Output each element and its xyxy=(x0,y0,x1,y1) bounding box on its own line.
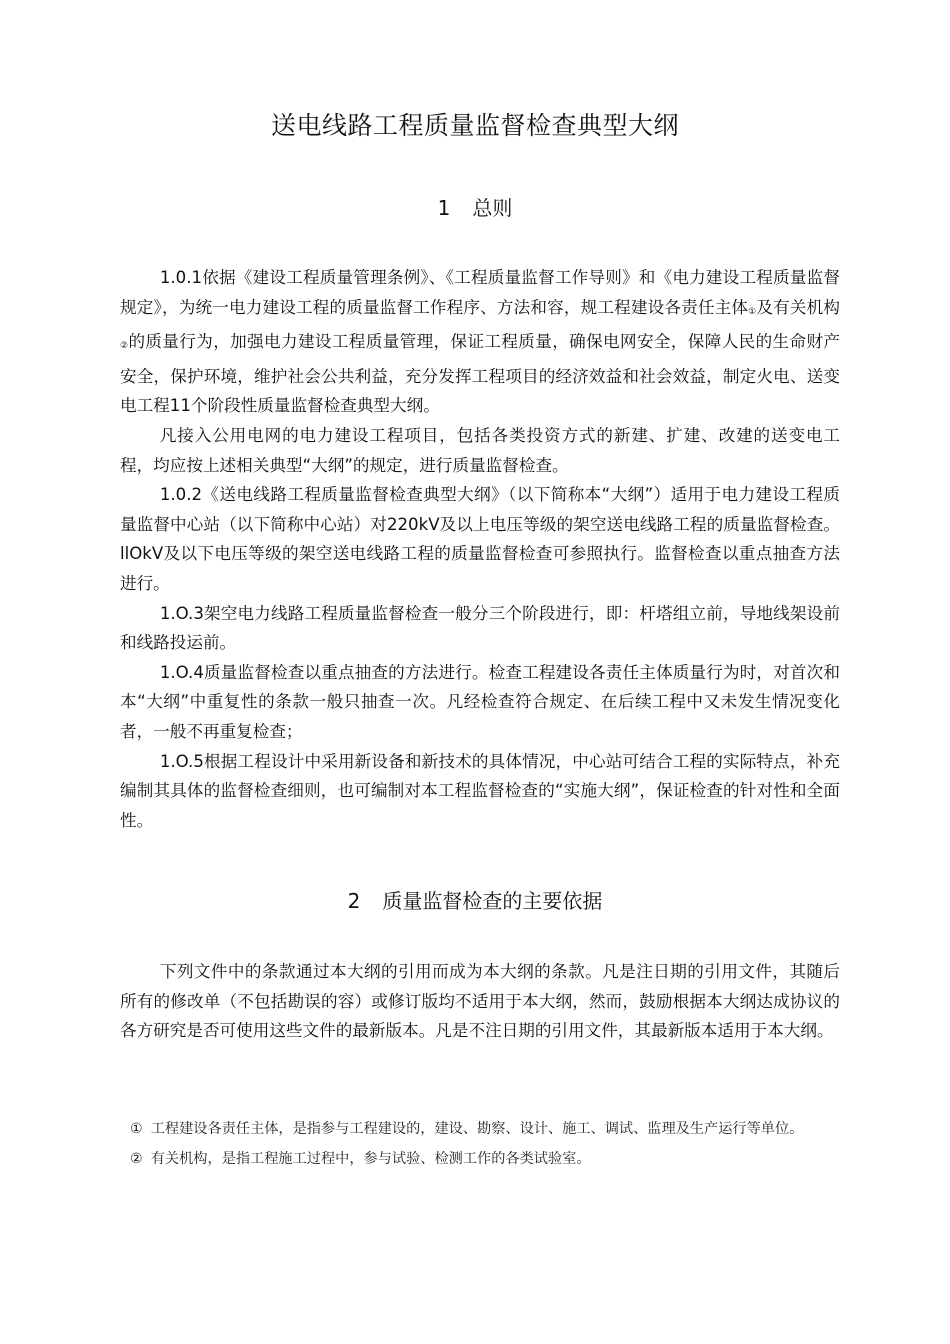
section-body-2 xyxy=(120,957,840,1046)
section-number: 2 xyxy=(347,889,361,913)
paragraph-1-0-1 xyxy=(120,263,840,421)
footnote-2 xyxy=(130,1146,842,1172)
footnote-mark: ① xyxy=(130,1121,143,1137)
document-title: 送电线路工程质量监督检查典型大纲 xyxy=(270,111,679,140)
section-body-1 xyxy=(120,263,840,835)
paragraph-text: 1.0.1依据《建设工程质量管理条例》、《工程质量监督工作导则》和《电力建设工程质量监督规定》，为统一电力建设工程的质量监督工作程序、方法和容，规工程建设各责任主体 xyxy=(120,268,840,317)
section-title: 质量监督检查的主要依据 xyxy=(382,889,603,913)
footnote-mark: ② xyxy=(130,1151,143,1167)
paragraph-1-0-5: 1.O.5根据工程设计中采用新设备和新技术的具体情况，中心站可结合工程的实际特点，补充编制其具体的监督检查细则，也可编制对本工程监督检查的“实施大纲”，保证检查的针对性和全面性。 xyxy=(120,751,840,830)
section-number: 1 xyxy=(437,196,451,220)
section-heading-2 xyxy=(0,886,950,916)
section-heading-1 xyxy=(0,193,950,223)
footnote-ref-1: ① xyxy=(748,306,757,317)
footnote-text: 有关机构，是指工程施工过程中，参与试验、检测工作的各类试验室。 xyxy=(150,1151,591,1167)
paragraph-1-0-4: 1.O.4质量监督检查以重点抽查的方法进行。检查工程建设各责任主体质量行为时，对首次和本“大纲”中重复性的条款一般只抽查一次。凡经检查符合规定、在后续工程中又未发生情况变化者，一般不再重复检查； xyxy=(120,662,840,741)
paragraph-1-0-2: 1.0.2《送电线路工程质量监督检查典型大纲》（以下简称本“大纲”）适用于电力建设工程质量监督中心站（以下简称中心站）对220kV及以上电压等级的架空送电线路工程的质量监督检查。llOkV及以下电压等级的架空送电线路工程的质量监督检查可参照执行。监督检查以重点抽查方法进行。 xyxy=(120,485,840,593)
paragraph-text: 及有关机构 xyxy=(756,297,840,317)
footnote-1 xyxy=(130,1116,842,1142)
paragraph-scope: 凡接入公用电网的电力建设工程项目，包括各类投资方式的新建、扩建、改建的送变电工程，均应按上述相关典型“大纲”的规定，进行质量监督检查。 xyxy=(120,425,840,475)
paragraph-references: 下列文件中的条款通过本大纲的引用而成为本大纲的条款。凡是注日期的引用文件，其随后所有的修改单（不包括勘误的容）或修订版均不适用于本大纲，然而，鼓励根据本大纲达成协议的各方研究是否可使用这些文件的最新版本。凡是不注日期的引用文件，其最新版本适用于本大纲。 xyxy=(120,962,840,1041)
section-title: 总则 xyxy=(472,196,513,220)
paragraph-text: 的质量行为，加强电力建设工程质量管理，保证工程质量，确保电网安全，保障人民的生命财产安全，保护环境，维护社会公共利益，充分发挥工程项目的经济效益和社会效益，制定火电、送变电工程11个阶段性质量监督检查典型大纲。 xyxy=(120,332,841,416)
footnote-text: 工程建设各责任主体，是指参与工程建设的，建设、勘察、设计、施工、调试、监理及生产运行等单位。 xyxy=(150,1121,804,1137)
footnote-ref-2: ② xyxy=(120,341,129,352)
footnotes xyxy=(130,1116,842,1176)
paragraph-1-0-3: 1.O.3架空电力线路工程质量监督检查一般分三个阶段进行，即：杆塔组立前，导地线架设前和线路投运前。 xyxy=(120,603,840,653)
